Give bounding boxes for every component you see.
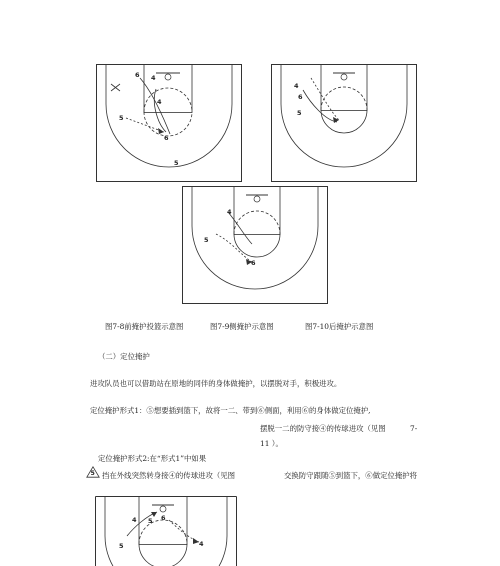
form-2-continuation: 挡在外线突然转身接④的传球进攻（见图 (102, 471, 236, 480)
player-5-bottom-label: 5 (174, 159, 179, 167)
caption-figure-7-8: 图7-8前掩护投篮示意图 (105, 322, 184, 331)
form-1-figure-ref-end: 11 ）。 (260, 439, 283, 448)
triangle-label: 5 (90, 470, 95, 477)
player-5-label: 5 (119, 114, 124, 122)
player-5-triangle-marker (86, 466, 100, 478)
fig2-player-6-label: 6 (298, 93, 303, 101)
fig3-player-5-label: 5 (204, 236, 209, 244)
form-1-continuation: 摆脱一二的防守接④的传球进攻（见图 (260, 424, 386, 433)
defender-4-label: 4 (157, 98, 162, 106)
form-2-continuation-right: 交换防守跟随⑤到篮下，⑥做定位掩护将 (284, 471, 418, 480)
form-2-paragraph: 定位掩护形式2:在“形式1”中如果 (98, 454, 207, 463)
fig3-player-4-label: 4 (227, 208, 232, 216)
form-1-figure-ref: 7- (410, 424, 418, 433)
fig4-player-6-label: 4 (132, 516, 137, 524)
player-6-bottom-label: 6 (164, 134, 169, 142)
figure-7-9-diagram (271, 64, 417, 182)
player-4-label: 4 (151, 74, 156, 82)
figure-7-10-diagram (182, 186, 328, 304)
figure-7-11-diagram (95, 496, 237, 566)
fig2-player-4-label: 4 (294, 82, 299, 90)
caption-figure-7-9: 图7-9侧掩护示意图 (210, 322, 274, 331)
caption-figure-7-10: 图7-10后掩护示意图 (305, 322, 374, 331)
fig3-player-6-label: 6 (251, 259, 256, 267)
intro-paragraph: 进攻队员也可以借助站在原地的同伴的身体做掩护，以摆脱对手，积极进攻。 (90, 379, 342, 388)
fig4-player-6b-label: 6 (161, 514, 166, 522)
player-6-label: 6 (135, 71, 140, 79)
fig4-player-4b-label: 4 (199, 540, 204, 548)
form-1-paragraph: 定位掩护形式1：⑤想要插到篮下，故将一二、带到⑥侧面，利用⑥的身体做定位掩护, (90, 406, 371, 415)
figure-7-8-diagram (96, 64, 242, 182)
fig2-player-5-label: 5 (297, 109, 302, 117)
fig4-player-5-label: 5 (119, 542, 124, 550)
fig4-player-4-label: 5 (148, 517, 153, 525)
section-heading: （二）定位掩护 (98, 352, 150, 361)
